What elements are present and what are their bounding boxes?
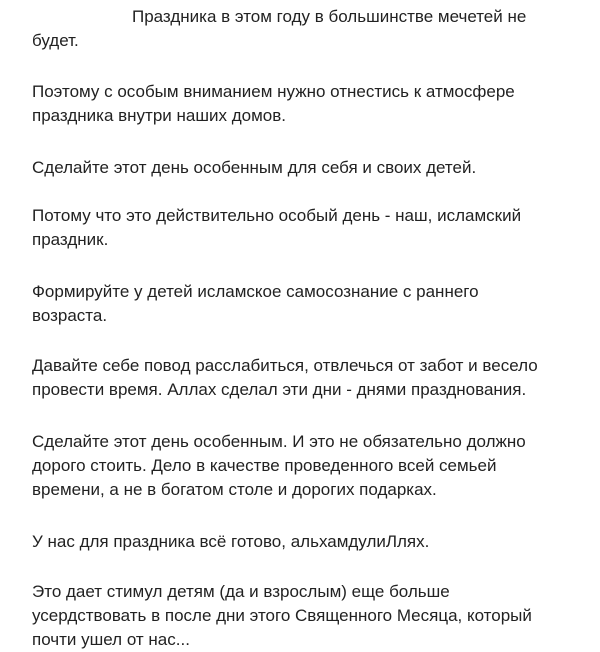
- text-line: Сделайте этот день особенным. И это не обязательно должно: [32, 432, 526, 451]
- text-line: праздник.: [32, 230, 109, 249]
- text-line: праздника внутри наших домов.: [32, 106, 286, 125]
- paragraph-5: [32, 280, 592, 328]
- paragraph-4: [32, 204, 592, 252]
- text-line: будет.: [32, 31, 79, 50]
- paragraph-8: [32, 530, 592, 554]
- text-line: У нас для праздника всё готово, альхамдулиЛлях.: [32, 532, 430, 551]
- paragraph-3: [32, 156, 592, 180]
- text-line: времени, а не в богатом столе и дорогих подарках.: [32, 480, 437, 499]
- text-line: Давайте себе повод расслабиться, отвлечься от забот и весело: [32, 356, 538, 375]
- paragraph-7: [32, 430, 592, 502]
- text-line: Формируйте у детей исламское самосознание с раннего: [32, 282, 479, 301]
- paragraph-6: [32, 354, 592, 402]
- text-line: дорого стоить. Дело в качестве проведенного всей семьей: [32, 456, 497, 475]
- text-line: провести время. Аллах сделал эти дни - днями празднования.: [32, 380, 527, 399]
- text-line: усердствовать в после дни этого Священного Месяца, который: [32, 606, 532, 625]
- text-line: Праздника в этом году в большинстве мечетей не: [132, 7, 527, 26]
- text-line: Поэтому с особым вниманием нужно отнестись к атмосфере: [32, 82, 515, 101]
- paragraph-9: [32, 580, 592, 652]
- text-line: Сделайте этот день особенным для себя и своих детей.: [32, 158, 477, 177]
- text-line: Это дает стимул детям (да и взрослым) еще больше: [32, 582, 450, 601]
- text-line: возраста.: [32, 306, 108, 325]
- paragraph-2: [32, 80, 592, 128]
- text-line: Потому что это действительно особый день - наш, исламский: [32, 206, 522, 225]
- text-line: почти ушел от нас...: [32, 630, 190, 649]
- paragraph-1: [32, 5, 592, 53]
